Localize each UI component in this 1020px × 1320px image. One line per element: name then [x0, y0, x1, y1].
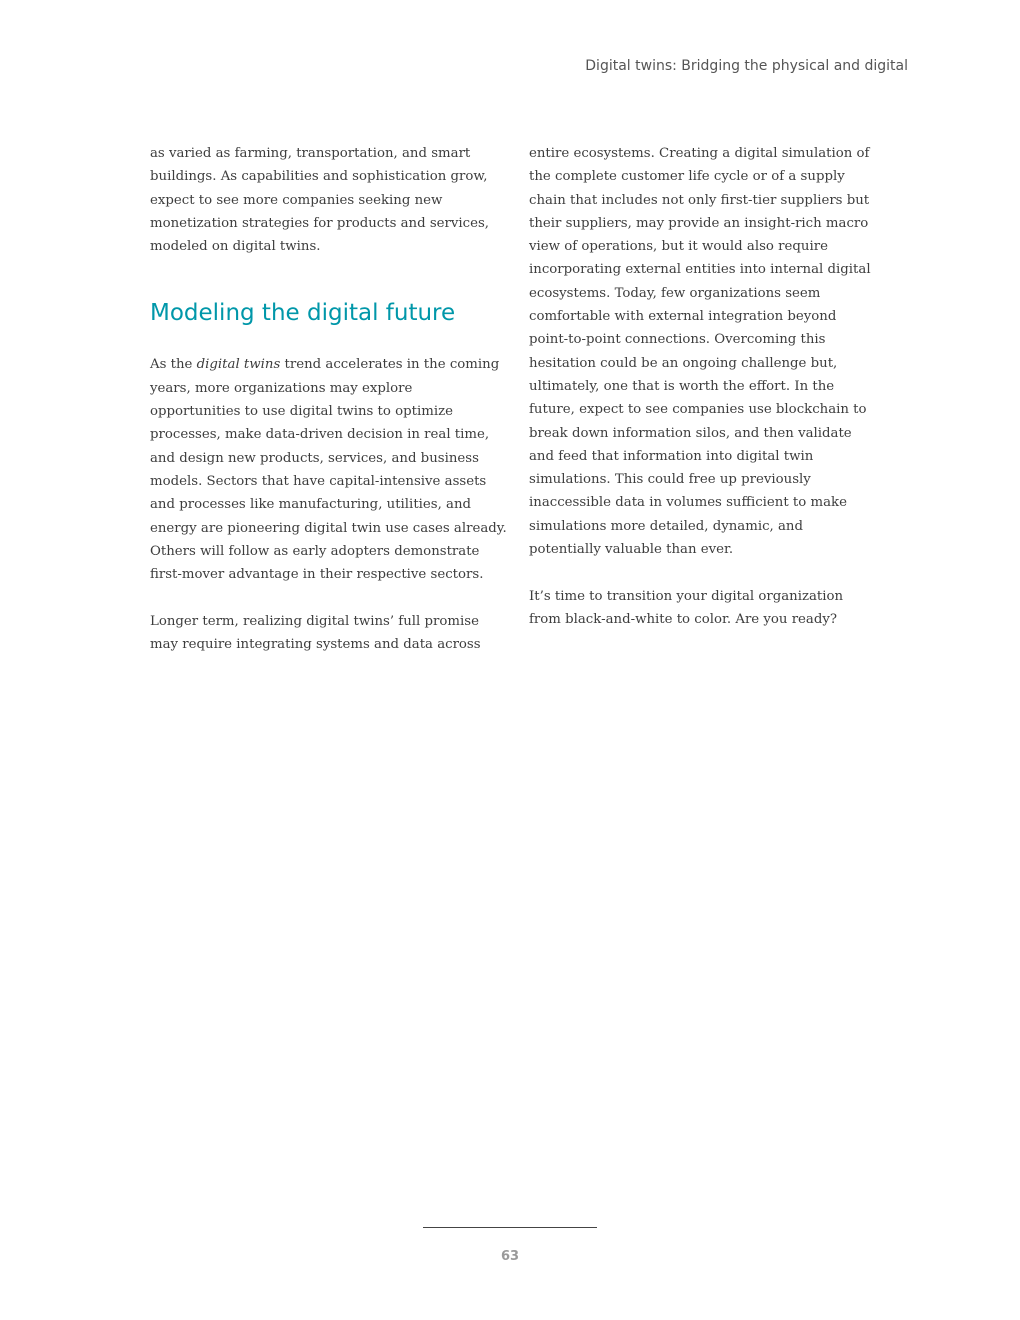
text-line: years, more organizations may explore: [150, 380, 413, 396]
text-line: may require integrating systems and data across: [150, 637, 481, 653]
text-line: first-mover advantage in their respective sectors.: [150, 567, 484, 583]
text-line: incorporating external entities into internal digital: [529, 262, 871, 278]
intro-paragraph: [150, 142, 502, 258]
running-header-title: Digital twins: Bridging the physical and digital: [585, 58, 908, 74]
body-paragraph: [150, 353, 507, 586]
text-line: future, expect to see companies use blockchain to: [529, 402, 867, 418]
body-paragraph: [529, 142, 874, 561]
text-line: Others will follow as early adopters demonstrate: [150, 543, 480, 559]
text-line: monetization strategies for products and services,: [150, 215, 490, 231]
body-paragraph: [150, 610, 502, 657]
text-line: and design new products, services, and business: [150, 450, 479, 466]
text-line: It’s time to transition your digital organization: [529, 588, 844, 604]
text-line: inaccessible data in volumes sufficient to make: [529, 495, 847, 511]
text-fragment: As the: [150, 357, 197, 373]
text-line: buildings. As capabilities and sophistication grow,: [150, 169, 488, 185]
left-column: [150, 142, 507, 656]
italic-term: digital twins: [196, 357, 281, 373]
text-line: from black-and-white to color. Are you ready?: [529, 611, 838, 627]
paragraph-spacer: [150, 586, 502, 609]
text-line: Longer term, realizing digital twins’ full promise: [150, 613, 479, 629]
text-line: the complete customer life cycle or of a supply: [529, 169, 845, 185]
text-line: expect to see more companies seeking new: [150, 192, 443, 208]
text-line: their suppliers, may provide an insight-rich macro: [529, 215, 869, 231]
closing-paragraph: [529, 585, 874, 632]
text-line: ecosystems. Today, few organizations seem: [529, 285, 821, 301]
paragraph-spacer: [529, 561, 874, 584]
text-line: comfortable with external integration beyond: [529, 309, 837, 325]
text-line: break down information silos, and then validate: [529, 425, 852, 441]
text-line: models. Sectors that have capital-intensive assets: [150, 473, 487, 489]
section-heading: Modeling the digital future: [150, 300, 456, 327]
text-line: hesitation could be an ongoing challenge but,: [529, 355, 838, 371]
text-line: modeled on digital twins.: [150, 239, 321, 255]
text-line: view of operations, but it would also require: [529, 239, 828, 255]
right-column: [529, 142, 874, 631]
text-line: simulations. This could free up previously: [529, 472, 811, 488]
footer-divider: [423, 1227, 597, 1228]
text-fragment: trend accelerates in the coming: [280, 357, 500, 373]
text-line: simulations more detailed, dynamic, and: [529, 518, 803, 534]
text-line: potentially valuable than ever.: [529, 542, 734, 558]
text-line: processes, make data-driven decision in real time,: [150, 427, 490, 443]
text-line: opportunities to use digital twins to optimize: [150, 404, 453, 420]
text-line: and processes like manufacturing, utilities, and: [150, 497, 472, 513]
text-line: point-to-point connections. Overcoming this: [529, 332, 826, 348]
text-line: ultimately, one that is worth the effort. In the: [529, 378, 835, 394]
text-line: as varied as farming, transportation, and smart: [150, 146, 471, 161]
page-number: 63: [500, 1249, 520, 1264]
text-line: and feed that information into digital twin: [529, 448, 814, 464]
text-line: [150, 353, 502, 376]
text-line: chain that includes not only first-tier suppliers but: [529, 192, 870, 208]
text-line: energy are pioneering digital twin use cases already.: [150, 520, 507, 536]
text-line: entire ecosystems. Creating a digital simulation of: [529, 146, 870, 161]
